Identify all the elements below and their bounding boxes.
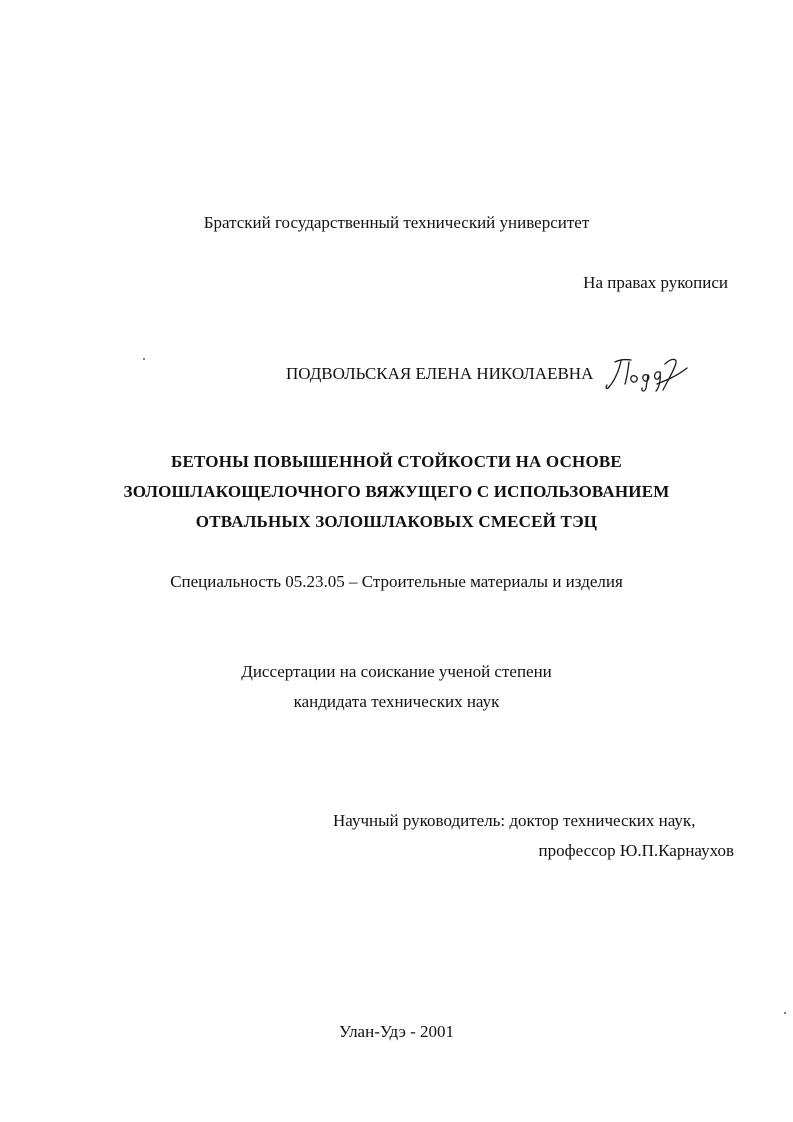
scan-speck bbox=[784, 1012, 786, 1014]
thesis-title-line: БЕТОНЫ ПОВЫШЕННОЙ СТОЙКОСТИ НА ОСНОВЕ bbox=[171, 452, 622, 471]
author-row bbox=[286, 360, 693, 400]
handwritten-signature-icon bbox=[601, 354, 693, 394]
thesis-title-line: ЗОЛОШЛАКОЩЕЛОЧНОГО ВЯЖУЩЕГО С ИСПОЛЬЗОВАНИЕМ bbox=[123, 482, 670, 501]
manuscript-note: На правах рукописи bbox=[583, 273, 728, 292]
author-name: ПОДВОЛЬСКАЯ ЕЛЕНА НИКОЛАЕВНА bbox=[286, 364, 594, 383]
city-year: Улан-Удэ - 2001 bbox=[338, 1022, 455, 1041]
degree-line: Диссертации на соискание ученой степени bbox=[241, 662, 552, 681]
supervisor-line: профессор Ю.П.Карнаухов bbox=[538, 841, 734, 860]
specialty-line: Специальность 05.23.05 – Строительные материалы и изделия bbox=[170, 572, 623, 591]
university-name: Братский государственный технический университет bbox=[203, 213, 590, 232]
degree-line: кандидата технических наук bbox=[293, 692, 500, 711]
scan-speck bbox=[143, 358, 145, 360]
supervisor-line: Научный руководитель: доктор технических наук, bbox=[333, 811, 696, 830]
thesis-title-line: ОТВАЛЬНЫХ ЗОЛОШЛАКОВЫХ СМЕСЕЙ ТЭЦ bbox=[195, 512, 598, 531]
